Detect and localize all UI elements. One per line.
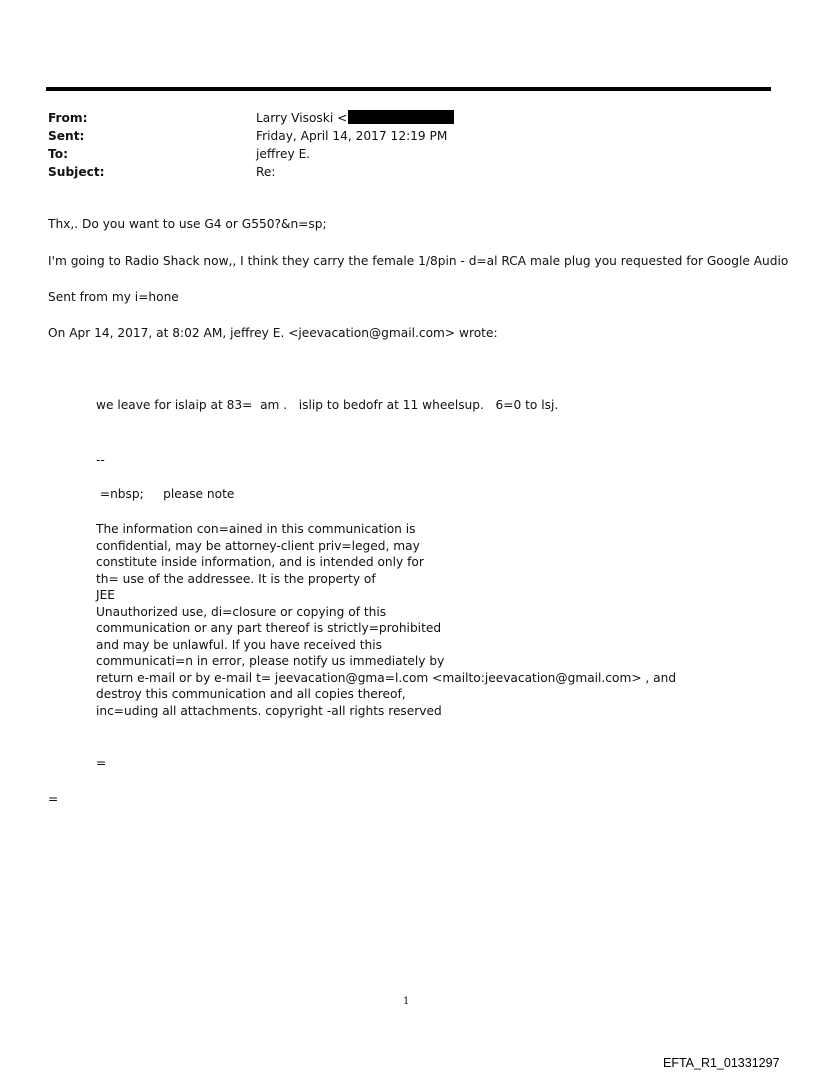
- subject-value: Re:: [256, 165, 276, 179]
- email-header: [48, 109, 454, 181]
- notice-line: communication or any part thereof is strictly=prohibited: [96, 621, 442, 635]
- to-value: jeffrey E.: [256, 147, 311, 161]
- body-line-3: Sent from my i=hone: [48, 290, 179, 304]
- quoted-line-1: we leave for islaip at 83= am . islip to bedofr at 11 wheelsup. 6=0 to lsj.: [96, 398, 559, 412]
- page-number: 1: [403, 996, 410, 1007]
- notice-line: return e-mail or by e-mail t= jeevacation@gma=l.com <mailto:jeevacation@gmail.com> , and: [96, 670, 677, 685]
- subject-label: Subject:: [48, 165, 105, 179]
- subject-row: [48, 163, 454, 181]
- to-row: [48, 145, 454, 163]
- notice-line: th= use of the addressee. It is the property of: [96, 571, 376, 586]
- quoted-dashes: --: [96, 453, 105, 467]
- notice-line: destroy this communication and all copies thereof,: [96, 687, 406, 701]
- body-line-2: I'm going to Radio Shack now,, I think they carry the female 1/8pin - d=al RCA male plug you requested for Google Audio: [48, 254, 789, 268]
- sent-row: [48, 127, 454, 145]
- header-rule: [46, 87, 771, 91]
- from-label: From:: [48, 111, 88, 125]
- document-id: EFTA_R1_01331297: [663, 1056, 780, 1070]
- quoted-equals: =: [96, 756, 107, 770]
- body-line-1: Thx,. Do you want to use G4 or G550?&n=sp;: [48, 217, 327, 231]
- sent-label: Sent:: [48, 129, 85, 143]
- redaction-block: [348, 110, 454, 124]
- notice-line: JEE: [96, 588, 115, 602]
- notice-line: constitute inside information, and is intended only for: [96, 555, 424, 569]
- from-value: [256, 109, 454, 127]
- from-row: [48, 109, 454, 127]
- notice-line: inc=uding all attachments. copyright -all rights reserved: [96, 703, 442, 718]
- notice-line: and may be unlawful. If you have received this: [96, 637, 382, 652]
- notice-line: Unauthorized use, di=closure or copying of this: [96, 604, 387, 619]
- body-line-4: On Apr 14, 2017, at 8:02 AM, jeffrey E. <jeevacation@gmail.com> wrote:: [48, 326, 498, 340]
- sent-value: Friday, April 14, 2017 12:19 PM: [256, 129, 448, 143]
- confidentiality-notice: [96, 521, 676, 719]
- notice-line: The information con=ained in this communication is: [96, 522, 416, 536]
- notice-line: communicati=n in error, please notify us immediately by: [96, 654, 445, 668]
- quoted-please-note: =nbsp; please note: [96, 487, 235, 501]
- notice-line: confidential, may be attorney-client priv=leged, may: [96, 538, 420, 553]
- trailing-equals: =: [48, 792, 59, 806]
- from-name: Larry Visoski <: [256, 111, 348, 125]
- to-label: To:: [48, 147, 68, 161]
